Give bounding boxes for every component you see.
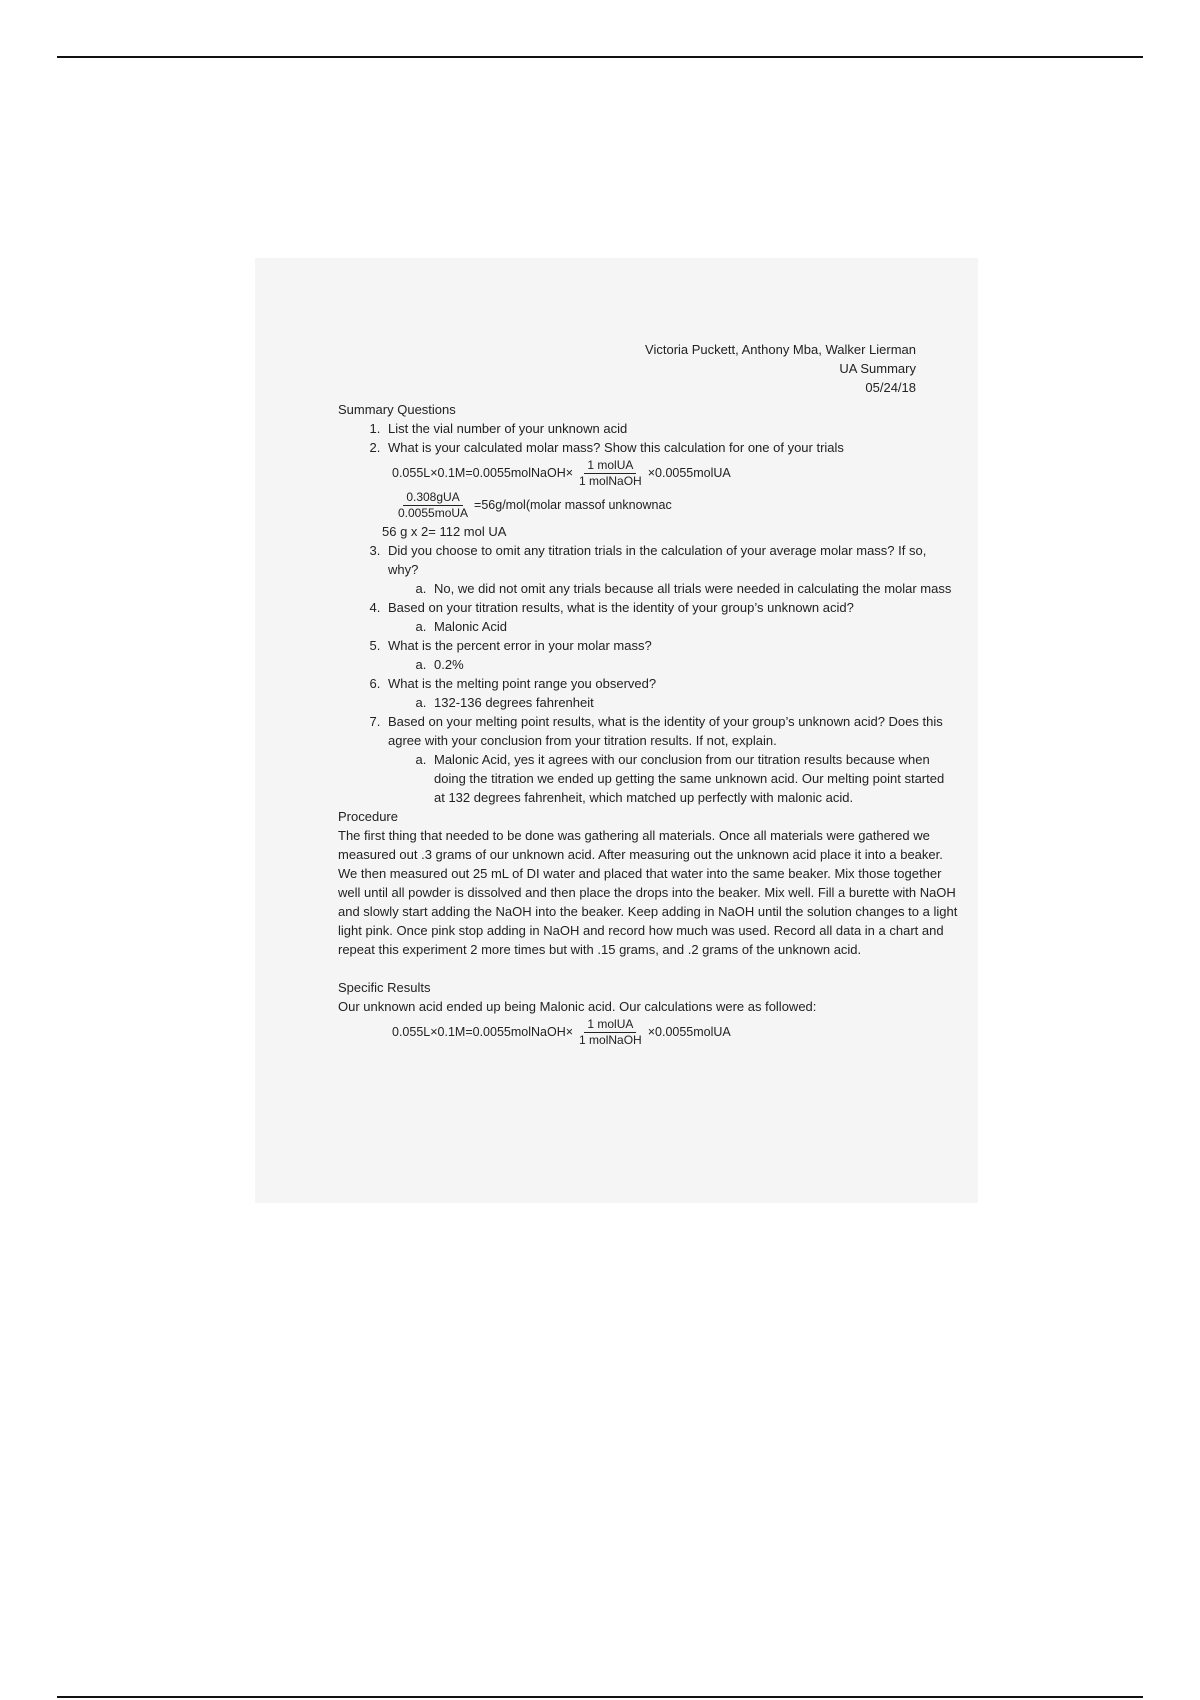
equation-2-denominator: 0.0055moUA xyxy=(398,506,469,520)
answer-6-list xyxy=(388,693,958,712)
doc-title: UA Summary xyxy=(839,361,916,376)
equation-1-rhs: ×0.0055molUA xyxy=(647,466,731,480)
results-equation-denominator: 1 molNaOH xyxy=(579,1033,642,1047)
question-7 xyxy=(384,712,958,807)
question-list xyxy=(338,419,958,457)
equation-2-rhs: =56g/mol(molar massof unknownac xyxy=(474,498,672,512)
question-3-text: Did you choose to omit any titration trials in the calculation of your average molar mass? If so, why? xyxy=(388,543,927,577)
question-1 xyxy=(384,419,958,438)
procedure-text: The first thing that needed to be done was gathering all materials. Once all materials were gathered we measured out .3 grams of our unknown acid. After measuring out the unknown acid place it into a beaker. We then measured out 25 mL of DI water and placed that water into the same beaker. Mix those together well until all powder is dissolved and then place the drops into the beaker. Mix well. Fill a burette with NaOH and slowly start adding the NaOH into the beaker. Keep adding in NaOH until the solution changes to a light light pink. Once pink stop adding in NaOH and record how much was used. Record all data in a chart and repeat this experiment 2 more times but with .15 grams, and .2 grams of the unknown acid. xyxy=(338,828,958,957)
answer-3-list xyxy=(388,579,958,598)
answer-6: a. 132-136 degrees fahrenheit xyxy=(430,693,958,712)
question-4-text: Based on your titration results, what is the identity of your group’s unknown acid? xyxy=(388,600,854,615)
question-list-continued xyxy=(338,541,958,807)
question-2 xyxy=(384,438,958,457)
answer-5-list xyxy=(388,655,958,674)
answer-7: a. Malonic Acid, yes it agrees with our conclusion from our titration results because when doing the titration we ended up getting the same unknown acid. Our melting point started at 132 degrees fahrenheit, which matched up perfectly with malonic acid. xyxy=(430,750,958,807)
question-7-text: Based on your melting point results, what is the identity of your group’s unknown acid? Does this agree with your conclusion from your titration results. If not, explain. xyxy=(388,714,943,748)
summary-title: Summary Questions xyxy=(338,402,456,417)
equation-2 xyxy=(392,490,958,521)
results-equation-fraction xyxy=(576,1017,645,1048)
document-header xyxy=(338,340,958,397)
answer-3: a. No, we did not omit any trials because all trials were needed in calculating the molar mass xyxy=(430,579,958,598)
equation-1-fraction xyxy=(576,458,645,489)
equation-2-fraction xyxy=(395,490,471,521)
question-5 xyxy=(384,636,958,674)
equation-2-numerator: 0.308gUA xyxy=(403,490,462,506)
document-body xyxy=(338,340,958,1049)
question-4 xyxy=(384,598,958,636)
question-6-text: What is the melting point range you observed? xyxy=(388,676,657,691)
top-rule xyxy=(57,56,1143,58)
bottom-rule xyxy=(57,1696,1143,1698)
authors: Victoria Puckett, Anthony Mba, Walker Lierman xyxy=(645,342,916,357)
question-1-text: List the vial number of your unknown acid xyxy=(388,421,628,436)
answer-4-list xyxy=(388,617,958,636)
results-text: Our unknown acid ended up being Malonic acid. Our calculations were as followed: xyxy=(338,999,817,1014)
question-3 xyxy=(384,541,958,598)
equation-1 xyxy=(392,458,958,489)
doc-date: 05/24/18 xyxy=(865,380,916,395)
results-equation-rhs: ×0.0055molUA xyxy=(647,1025,731,1039)
answer-4: a. Malonic Acid xyxy=(430,617,958,636)
spacer xyxy=(338,959,958,978)
question-2-text: What is your calculated molar mass? Show this calculation for one of your trials xyxy=(388,440,844,455)
answer-7-list xyxy=(388,750,958,807)
results-equation-lhs: 0.055L×0.1M=0.0055molNaOH× xyxy=(392,1025,574,1039)
question-5-text: What is the percent error in your molar mass? xyxy=(388,638,652,653)
question-6 xyxy=(384,674,958,712)
calc-line: 56 g x 2= 112 mol UA xyxy=(382,524,507,539)
results-equation-numerator: 1 molUA xyxy=(584,1017,636,1033)
procedure-title: Procedure xyxy=(338,809,398,824)
answer-5: a. 0.2% xyxy=(430,655,958,674)
equation-1-lhs: 0.055L×0.1M=0.0055molNaOH× xyxy=(392,466,574,480)
equation-1-numerator: 1 molUA xyxy=(584,458,636,474)
results-title: Specific Results xyxy=(338,980,431,995)
equation-1-denominator: 1 molNaOH xyxy=(579,474,642,488)
results-equation xyxy=(392,1017,958,1048)
